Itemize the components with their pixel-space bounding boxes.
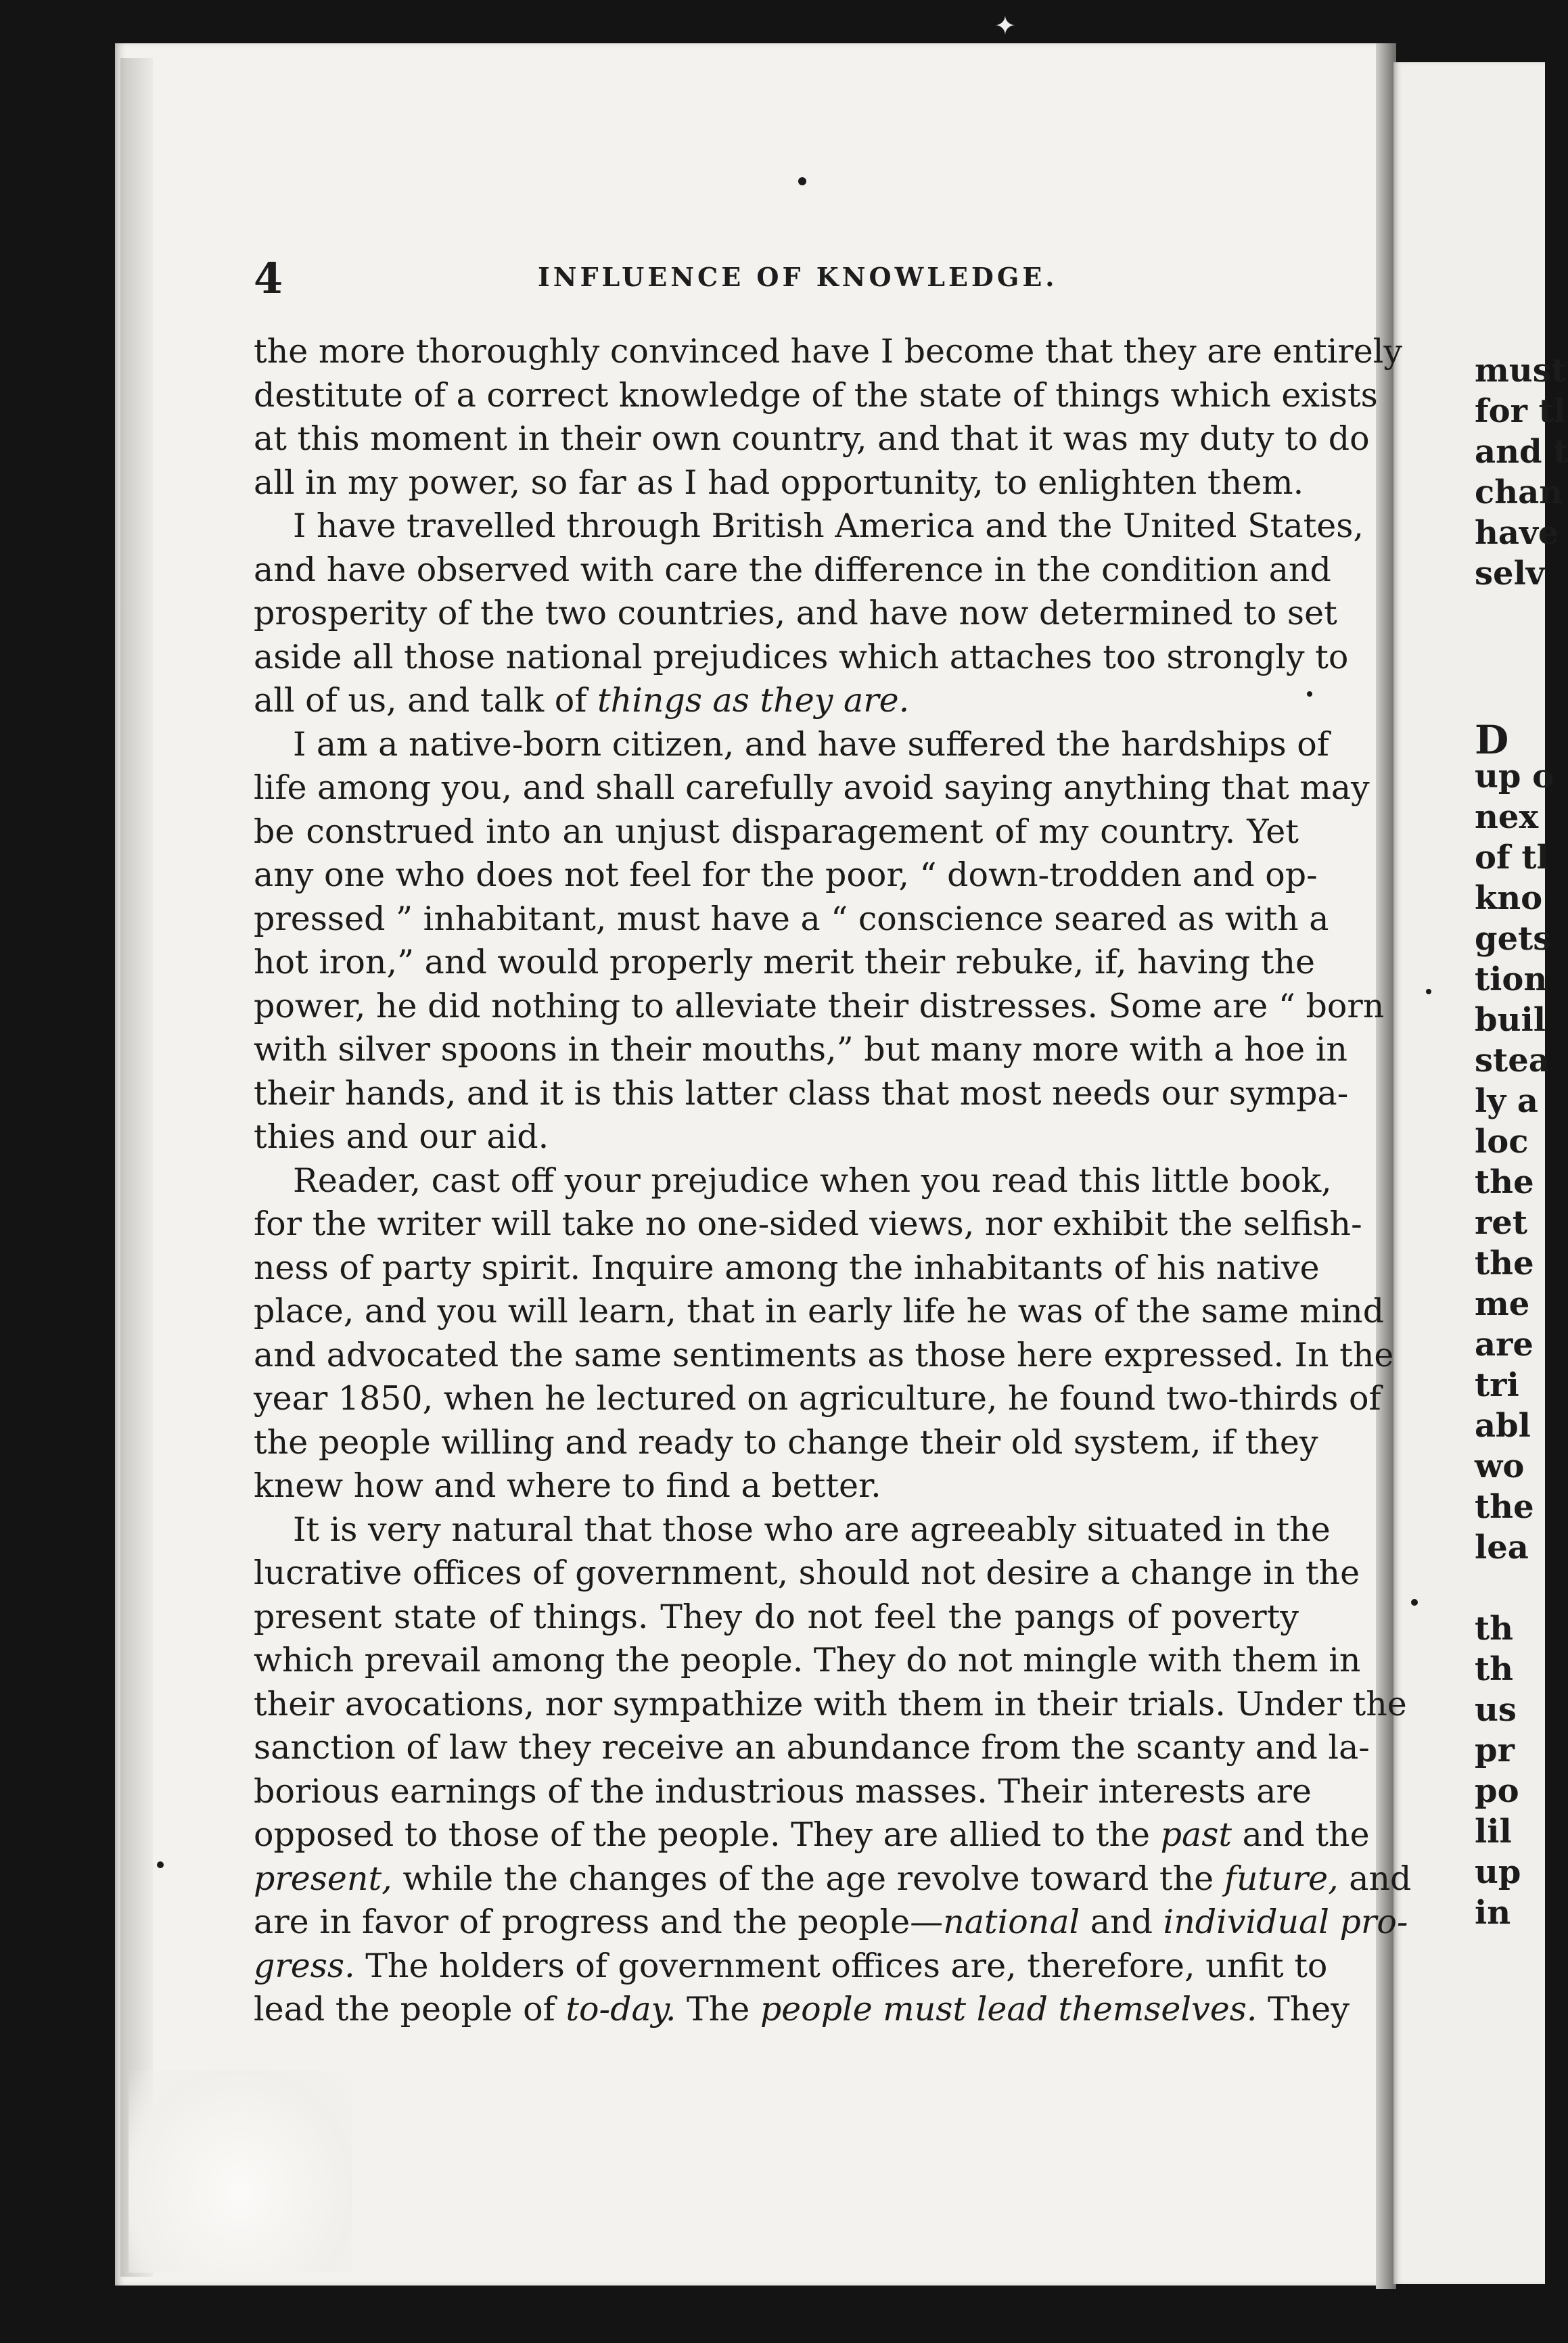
text-line bbox=[254, 1072, 1349, 1116]
text-segment: the more thoroughly convinced have I become that they are entirely bbox=[254, 332, 1403, 371]
text-segment: year 1850, when he lectured on agriculture, he found two-thirds of bbox=[254, 1379, 1381, 1418]
right-page-fragment: nex bbox=[1475, 798, 1539, 836]
text-segment: borious earnings of the industrious masses. Their interests are bbox=[254, 1771, 1312, 1811]
text-line bbox=[254, 941, 1316, 985]
right-page-fragment: tri bbox=[1475, 1366, 1519, 1404]
text-line bbox=[254, 898, 1329, 942]
right-page-fragment: lea bbox=[1475, 1529, 1529, 1567]
right-page-fragment: wo bbox=[1475, 1447, 1525, 1485]
text-segment: sanction of law they receive an abundance from the scanty and la- bbox=[254, 1728, 1370, 1767]
text-line bbox=[254, 417, 1370, 461]
right-page-fragment: up o bbox=[1475, 758, 1554, 795]
text-segment: and bbox=[1338, 1859, 1412, 1898]
right-page-fragment: po bbox=[1475, 1772, 1519, 1810]
text-line bbox=[254, 1421, 1318, 1465]
text-line bbox=[254, 1945, 1328, 1989]
text-line bbox=[254, 985, 1385, 1029]
right-page-fragment: us bbox=[1475, 1691, 1517, 1729]
top-scan-mark: ✦ bbox=[994, 11, 1016, 41]
text-line bbox=[254, 549, 1331, 593]
text-segment: thies and our aid. bbox=[254, 1117, 549, 1156]
text-line bbox=[254, 1813, 1370, 1857]
right-page-fragment: D bbox=[1475, 717, 1509, 763]
text-segment: for the writer will take no one-sided views, nor exhibit the selfish- bbox=[254, 1205, 1362, 1243]
text-segment: be construed into an unjust disparagement of my country. Yet bbox=[254, 812, 1299, 851]
paper-stain bbox=[129, 2070, 352, 2273]
text-segment: their avocations, nor sympathize with them in their trials. Under the bbox=[254, 1684, 1407, 1723]
right-page-fragment: th bbox=[1475, 1610, 1514, 1648]
text-line bbox=[254, 1639, 1361, 1683]
text-line bbox=[254, 636, 1349, 680]
text-segment: destitute of a correct knowledge of the state of things which exists bbox=[254, 375, 1378, 415]
text-segment: with silver spoons in their mouths,” but many more with a hoe in bbox=[254, 1030, 1347, 1069]
text-segment: all in my power, so far as I had opportunity, to enlighten them. bbox=[254, 463, 1304, 502]
text-line bbox=[254, 330, 1403, 374]
text-line bbox=[254, 461, 1304, 505]
right-page-fragment: for tl bbox=[1475, 392, 1567, 430]
right-page-fragment: ret bbox=[1475, 1204, 1527, 1242]
text-segment: and have observed with care the difference in the condition and bbox=[254, 550, 1331, 589]
text-line bbox=[254, 1203, 1362, 1247]
right-page-fragment: and t bbox=[1475, 433, 1568, 471]
text-segment: I have travelled through British America and the United States, bbox=[293, 507, 1364, 545]
text-line bbox=[254, 1683, 1407, 1727]
right-page-fragment: stea bbox=[1475, 1042, 1550, 1080]
ink-dot bbox=[798, 177, 806, 185]
right-page-fragment: ly a bbox=[1475, 1082, 1538, 1120]
text-segment: prosperity of the two countries, and have now determined to set bbox=[254, 594, 1337, 632]
right-page-fragment: me bbox=[1475, 1285, 1530, 1323]
text-line bbox=[254, 723, 1329, 767]
italic-text-segment: individual pro- bbox=[1163, 1903, 1408, 1941]
text-segment: their hands, and it is this latter class that most needs our sympa- bbox=[254, 1073, 1349, 1113]
text-line bbox=[254, 1159, 1332, 1203]
text-line bbox=[254, 1596, 1299, 1640]
text-line bbox=[254, 592, 1337, 636]
text-line bbox=[254, 505, 1364, 549]
right-page-fragment: kno bbox=[1475, 879, 1543, 917]
right-page-fragment: tion bbox=[1475, 960, 1548, 998]
right-page-fragment: buil bbox=[1475, 1001, 1546, 1039]
text-segment: life among you, and shall carefully avoid saying anything that may bbox=[254, 768, 1370, 807]
right-page-fragment: in bbox=[1475, 1894, 1511, 1932]
text-line bbox=[254, 1770, 1312, 1814]
right-page-fragment: the bbox=[1475, 1245, 1534, 1282]
text-line bbox=[254, 1988, 1350, 2032]
text-segment: lucrative offices of government, should not desire a change in the bbox=[254, 1554, 1360, 1592]
text-segment: present state of things. They do not feel the pangs of poverty bbox=[254, 1597, 1299, 1636]
right-page-fragment: of tl bbox=[1475, 839, 1549, 877]
italic-text-segment: to-day. bbox=[566, 1990, 676, 2028]
text-line bbox=[254, 374, 1378, 418]
text-segment: while the changes of the age revolve toward the bbox=[392, 1859, 1224, 1898]
text-line bbox=[254, 766, 1370, 810]
text-segment: place, and you will learn, that in early life he was of the same mind bbox=[254, 1292, 1385, 1330]
right-page-fragment: pr bbox=[1475, 1732, 1515, 1769]
page-edge-shadow bbox=[120, 58, 153, 2277]
text-segment: The holders of government offices are, therefore, unfit to bbox=[354, 1946, 1328, 1985]
text-line bbox=[254, 854, 1318, 898]
running-head-title: INFLUENCE OF KNOWLEDGE. bbox=[538, 262, 1058, 292]
ink-dot bbox=[1307, 691, 1312, 697]
text-segment: any one who does not feel for the poor, “ down-trodden and op- bbox=[254, 856, 1318, 894]
text-segment: at this moment in their own country, and that it was my duty to do bbox=[254, 419, 1370, 458]
text-segment: and the bbox=[1232, 1815, 1370, 1854]
text-segment: are in favor of progress and the people— bbox=[254, 1903, 944, 1941]
italic-text-segment: past bbox=[1160, 1815, 1232, 1854]
text-segment: Reader, cast off your prejudice when you read this little book, bbox=[293, 1161, 1332, 1200]
italic-text-segment: national bbox=[943, 1903, 1080, 1941]
text-line bbox=[254, 1464, 1299, 1508]
text-segment: lead the people of bbox=[254, 1990, 566, 2028]
text-segment: It is very natural that those who are agreeably situated in the bbox=[293, 1510, 1331, 1549]
text-line bbox=[254, 1726, 1370, 1770]
right-page-fragment: gets bbox=[1475, 920, 1552, 958]
text-segment: power, he did nothing to alleviate their distresses. Some are “ born bbox=[254, 986, 1385, 1025]
italic-text-segment: gress. bbox=[254, 1946, 355, 1985]
text-line bbox=[254, 1377, 1381, 1421]
text-segment: opposed to those of the people. They are allied to the bbox=[254, 1815, 1161, 1854]
right-page-fragment: have bbox=[1475, 514, 1559, 552]
text-line bbox=[254, 1857, 1412, 1901]
text-segment: knew how and where to find a better. bbox=[254, 1466, 881, 1505]
text-line bbox=[254, 1552, 1360, 1596]
right-page-fragment: are bbox=[1475, 1326, 1534, 1364]
text-segment: The bbox=[676, 1990, 760, 2028]
text-line bbox=[254, 1508, 1331, 1552]
italic-text-segment: things as they are. bbox=[597, 681, 910, 720]
text-line bbox=[254, 679, 1299, 723]
right-page-fragment: selv bbox=[1475, 555, 1545, 593]
text-line bbox=[254, 1901, 1408, 1945]
text-segment: I am a native-born citizen, and have suffered the hardships of bbox=[293, 724, 1329, 764]
text-segment: They bbox=[1257, 1990, 1350, 2028]
right-page-fragment: abl bbox=[1475, 1407, 1531, 1445]
text-segment: which prevail among the people. They do not mingle with them in bbox=[254, 1641, 1361, 1679]
text-line bbox=[254, 1290, 1385, 1334]
right-page-fragment: lil bbox=[1475, 1813, 1512, 1851]
body-text bbox=[254, 330, 1412, 2032]
text-line bbox=[254, 1247, 1320, 1291]
italic-text-segment: people must lead themselves. bbox=[760, 1990, 1258, 2028]
text-segment: aside all those national prejudices which attaches too strongly to bbox=[254, 637, 1349, 676]
text-line bbox=[254, 1028, 1347, 1072]
text-segment: and advocated the same sentiments as those here expressed. In the bbox=[254, 1335, 1394, 1374]
text-line bbox=[254, 810, 1299, 854]
ink-dot bbox=[157, 1861, 164, 1868]
right-page-fragment: the bbox=[1475, 1488, 1534, 1526]
text-segment: all of us, and talk of bbox=[254, 681, 597, 720]
text-line bbox=[254, 1115, 1299, 1159]
ink-dot bbox=[1411, 1599, 1418, 1606]
right-page-fragment: loc bbox=[1475, 1123, 1529, 1161]
text-segment: and bbox=[1080, 1903, 1163, 1941]
ink-dot bbox=[1426, 989, 1431, 994]
right-page-fragment: th bbox=[1475, 1650, 1514, 1688]
right-page-fragment: must bbox=[1475, 352, 1566, 390]
text-line bbox=[254, 1334, 1394, 1378]
text-segment: pressed ” inhabitant, must have a “ conscience seared as with a bbox=[254, 899, 1329, 938]
text-segment: the people willing and ready to change their old system, if they bbox=[254, 1422, 1318, 1462]
right-page-fragment: chan bbox=[1475, 473, 1563, 511]
text-segment: hot iron,” and would properly merit their rebuke, if, having the bbox=[254, 943, 1316, 981]
text-segment: ness of party spirit. Inquire among the inhabitants of his native bbox=[254, 1248, 1320, 1287]
italic-text-segment: future, bbox=[1224, 1859, 1339, 1898]
italic-text-segment: present, bbox=[254, 1859, 392, 1898]
page-number: 4 bbox=[254, 254, 283, 303]
right-page-fragment: the bbox=[1475, 1163, 1534, 1201]
right-page-fragment: up bbox=[1475, 1853, 1521, 1891]
